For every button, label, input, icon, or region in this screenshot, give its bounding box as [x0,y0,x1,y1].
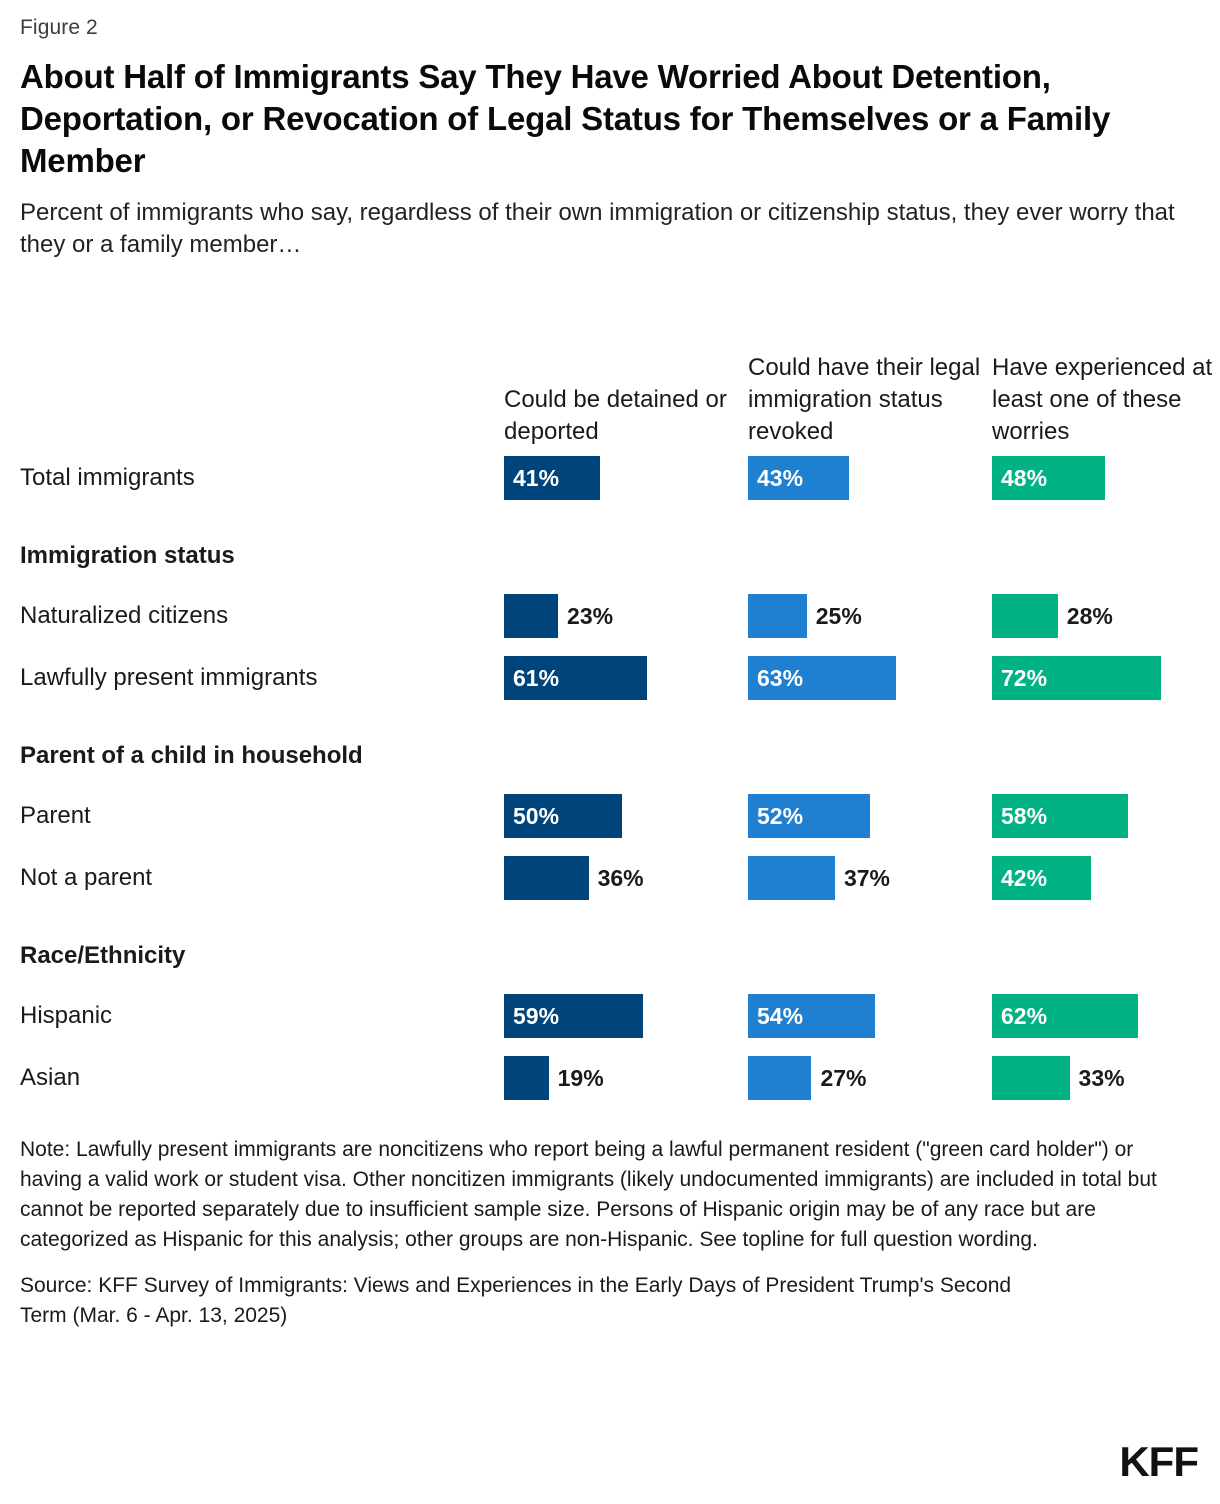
column-header-row [20,279,1213,447]
bar [504,594,614,638]
bar [992,456,1105,500]
bar-cell [748,1047,992,1109]
bar-value-label: 58% [1001,802,1048,829]
column-header-label: Could have their legal immigration status revoked [748,354,981,445]
group-header-label: Race/Ethnicity [20,942,186,970]
bar-cell [504,785,748,847]
bar-value-label: 59% [513,1002,560,1029]
bar [992,794,1128,838]
bar-value-label: 37% [843,864,890,891]
bar-value-label: 54% [757,1002,804,1029]
row-label: Asian [20,1064,81,1092]
row-label: Total immigrants [20,464,195,492]
row-spacer [20,509,1200,527]
row-label: Lawfully present immigrants [20,664,318,692]
bar [504,656,647,700]
chart-rows [20,447,1200,1109]
bar-value-label: 63% [757,664,804,691]
bar-cell [504,447,748,509]
bar-value-label: 50% [513,802,560,829]
table-row [20,985,1200,1047]
bar-cell [992,647,1220,709]
row-label: Parent [20,802,91,830]
table-row [20,647,1200,709]
chart-title: About Half of Immigrants Say They Have Worried About Detention, Deportation, or Revocation of Legal Status for Themselves or a Family Member [20,58,1111,180]
bar-value-label: 27% [820,1064,867,1091]
bar-cell [504,647,748,709]
column-header-any-worry [992,352,1220,447]
table-row [20,447,1200,509]
bar-cell [992,985,1220,1047]
bar-value-label: 25% [815,602,862,629]
bar [748,994,875,1038]
bar [748,594,862,638]
bar-value-label: 43% [757,464,804,491]
column-header-detained [504,384,748,447]
bar-value-label: 19% [557,1064,604,1091]
group-header-label: Immigration status [20,542,235,570]
bar-value-label: 42% [1001,864,1048,891]
bar-value-label: 28% [1066,602,1113,629]
bar [504,456,600,500]
bar [748,1056,867,1100]
bar-cell [504,847,748,909]
bar-value-label: 36% [597,864,644,891]
chart-grid [20,279,1213,1109]
bar-value-label: 61% [513,664,560,691]
bar-cell [504,1047,748,1109]
bar-cell [504,585,748,647]
bar-cell [748,447,992,509]
table-row [20,785,1200,847]
chart-note: Note: Lawfully present immigrants are noncitizens who report being a lawful permanent resident ("green card holder") or having a valid work or student visa. Other noncitizen immigrants (likely undocumented immigrants) are included in total but cannot be reported separately due to insufficient sample size. Persons of Hispanic origin may be of any race but are categorized as Hispanic for this analysis; other groups are non-Hispanic. See topline for full question wording. [20,1138,1157,1251]
bar [504,994,643,1038]
bar-cell [992,585,1220,647]
chart-source: Source: KFF Survey of Immigrants: Views and Experiences in the Early Days of President Trump's Second Term (Mar. 6 - Apr. 13, 2025) [20,1273,1012,1327]
bar-cell [748,785,992,847]
figure-label: Figure 2 [20,16,98,39]
bar-value-label: 52% [757,802,804,829]
table-row [20,585,1200,647]
bar [992,594,1113,638]
bar [748,656,896,700]
bar-value-label: 72% [1001,664,1048,691]
bar-value-label: 48% [1001,464,1048,491]
row-label: Not a parent [20,864,153,892]
bar-value-label: 23% [567,602,614,629]
bar-cell [992,1047,1220,1109]
bar-cell [748,985,992,1047]
column-header-status-revoked [748,352,992,447]
bar-cell [992,847,1220,909]
group-header-row [20,727,1200,785]
bar-cell [748,585,992,647]
bar-value-label: 33% [1078,1064,1125,1091]
bar-value-label: 62% [1001,1002,1048,1029]
bar-cell [748,647,992,709]
bar [992,1056,1125,1100]
table-row [20,1047,1200,1109]
row-label: Hispanic [20,1002,113,1030]
bar [748,794,870,838]
bar-value-label: 41% [513,464,560,491]
bar [748,456,849,500]
bar [748,856,890,900]
bar-cell [748,847,992,909]
bar [504,794,622,838]
row-spacer [20,909,1200,927]
group-header-row [20,527,1200,585]
kff-logo: KFF [1119,1438,1198,1485]
row-spacer [20,709,1200,727]
bar [504,1056,604,1100]
chart-subtitle: Percent of immigrants who say, regardless of their own immigration or citizenship status, they ever worry that they or a family member… [20,198,1175,259]
group-header-label: Parent of a child in household [20,742,363,770]
bar [992,656,1161,700]
row-label: Naturalized citizens [20,602,229,630]
column-header-label: Could be detained or deported [504,386,727,445]
bar [992,994,1138,1038]
group-header-row [20,927,1200,985]
bar [504,856,644,900]
bar-cell [992,447,1220,509]
bar [992,856,1091,900]
bar-cell [992,785,1220,847]
bar-cell [504,985,748,1047]
column-header-label: Have experienced at least one of these worries [992,354,1213,445]
table-row [20,847,1200,909]
